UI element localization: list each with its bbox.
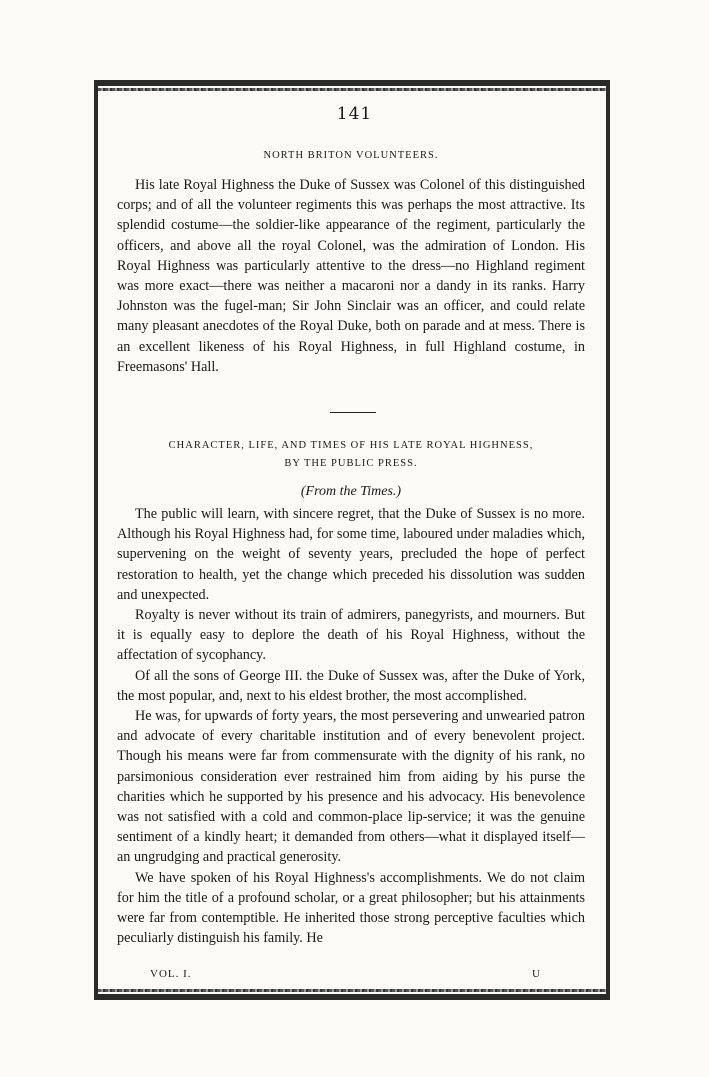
paragraph: He was, for upwards of forty years, the most persevering and unwearied patron and advocate of every charitable institution and of every benevolent project. Though his means were far from commensurate with the dignity of his rank, no parsimonious consideration ever restrained him from aiding by his purse the charities which he supported by his presence and his advocacy. His benevolence was not satisfied with a cold and common-place lip-service; it was the genuine sentiment of a kindly heart; it demanded from others—what it displayed itself—an ungrudging and practical generosity. [117, 708, 585, 866]
paragraph: Royalty is never without its train of admirers, panegyrists, and mourners. But it is equally easy to deplore the death of his Royal Highness, without the affectation of sycophancy. [117, 607, 585, 664]
page-number: 141 [336, 104, 373, 124]
section-heading-byline: BY THE PUBLIC PRESS. [284, 458, 418, 469]
paragraph: The public will learn, with sincere regret, that the Duke of Sussex is no more. Although his Royal Highness had, for some time, laboured under maladies which, supervening on the weight of seventy years, precluded the hope of perfect restoration to health, yet the change which preceded his dissolution was sudden and unexpected. [117, 506, 585, 603]
section-divider [330, 412, 376, 413]
section2-body [117, 504, 585, 948]
paragraph: His late Royal Highness the Duke of Sussex was Colonel of this distinguished corps; and of all the volunteer regiments this was perhaps the most attractive. Its splendid costume—the soldier-like appearance of the regiment, particularly the officers, and above all the royal Colonel, was the admiration of London. His Royal Highness was particularly attentive to the dress—no Highland regiment was more exact—there was neither a macaroni nor a dandy in its ranks. Harry Johnston was the fugel-man; Sir John Sinclair was an officer, and could relate many pleasant anecdotes of the Royal Duke, both on parade and at mess. There is an excellent likeness of his Royal Highness, in full Highland costume, in Freemasons' Hall. [117, 177, 585, 375]
signature-mark: U [532, 968, 541, 980]
paragraph: Of all the sons of George III. the Duke of Sussex was, after the Duke of York, the most popular, and, next to his eldest brother, the most accomplished. [117, 667, 585, 704]
paragraph: We have spoken of his Royal Highness's accomplishments. We do not claim for him the title of a profound scholar, or a great philosopher; but his attainments were far from contemptible. He inherited those strong perceptive faculties which peculiarly distinguish his family. He [117, 869, 585, 947]
volume-label: VOL. I. [150, 968, 192, 980]
section-heading-north-briton: NORTH BRITON VOLUNTEERS. [263, 150, 439, 161]
source-attribution: (From the Times.) [300, 484, 402, 499]
section-heading-character: CHARACTER, LIFE, AND TIMES OF HIS LATE ROYAL HIGHNESS, [168, 440, 534, 451]
section1-body [117, 175, 585, 377]
